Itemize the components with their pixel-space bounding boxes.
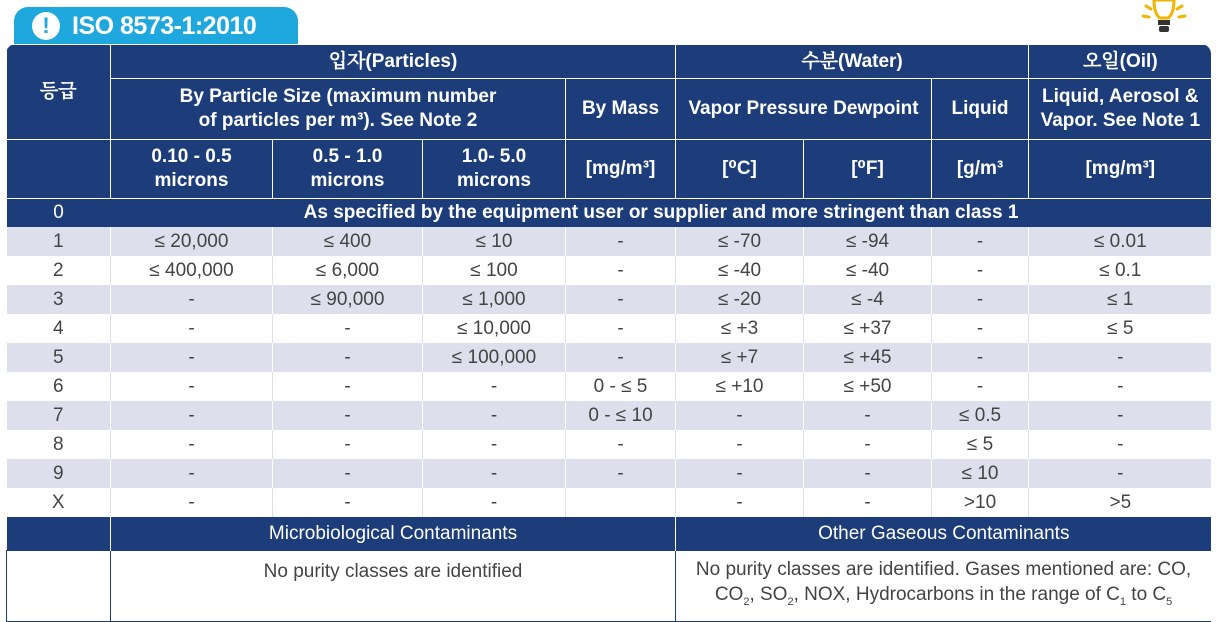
unit-mass-header: [mg/m³] <box>566 140 676 199</box>
mass-cell: - <box>566 430 676 459</box>
table-row <box>7 430 1212 459</box>
dewpoint-c-cell: - <box>676 401 804 430</box>
size-2-cell: - <box>273 401 423 430</box>
table-row <box>7 343 1212 372</box>
particle-size-header: By Particle Size (maximum number of particles per m³). See Note 2 <box>111 79 566 140</box>
iso-purity-table <box>6 44 1211 622</box>
gas-rest: , NOX, Hydrocarbons in the range of C <box>793 584 1120 606</box>
dewpoint-c-cell: ≤ -70 <box>676 227 804 256</box>
dewpoint-c-cell: ≤ +7 <box>676 343 804 372</box>
particles-group-header: 입자(Particles) <box>111 45 676 79</box>
size-3-cell: - <box>423 488 566 517</box>
water-group-header: 수분(Water) <box>676 45 1029 79</box>
size-3-cell: - <box>423 459 566 488</box>
liquid-cell: - <box>932 285 1029 314</box>
size-2-cell: ≤ 90,000 <box>273 285 423 314</box>
size-2-cell: - <box>273 459 423 488</box>
grade-header: 등급 <box>7 45 111 140</box>
liquid-cell: >10 <box>932 488 1029 517</box>
vapor-pressure-header: Vapor Pressure Dewpoint <box>676 79 932 140</box>
dewpoint-c-cell: ≤ +10 <box>676 372 804 401</box>
grade-cell: 2 <box>7 256 111 285</box>
oil-cell: ≤ 1 <box>1029 285 1211 314</box>
size-1-cell: - <box>111 459 273 488</box>
by-mass-header: By Mass <box>566 79 676 140</box>
mass-cell: 0 - ≤ 5 <box>566 372 676 401</box>
dewpoint-f-cell: - <box>804 430 932 459</box>
class-0-row <box>7 199 1212 228</box>
unit-oil-header: [mg/m³] <box>1029 140 1211 199</box>
size-2-cell: ≤ 400 <box>273 227 423 256</box>
dewpoint-f-cell: ≤ +50 <box>804 372 932 401</box>
table-row <box>7 488 1212 517</box>
oil-cell: ≤ 0.01 <box>1029 227 1211 256</box>
oil-cell: - <box>1029 430 1211 459</box>
oil-cell: - <box>1029 343 1211 372</box>
table-row <box>7 401 1212 430</box>
size-2-cell: ≤ 6,000 <box>273 256 423 285</box>
grade-cell: 8 <box>7 430 111 459</box>
gaseous-text-line-1: No purity classes are identified. Gases mentioned are: CO, <box>695 559 1192 581</box>
liquid-cell: - <box>932 256 1029 285</box>
unit-f-header: [⁰F] <box>804 140 932 199</box>
grade-header-blank <box>7 140 111 199</box>
dewpoint-f-cell: - <box>804 488 932 517</box>
section-blank <box>7 517 111 551</box>
mass-cell: - <box>566 343 676 372</box>
size-3-cell: ≤ 1,000 <box>423 285 566 314</box>
size-1-cell: - <box>111 314 273 343</box>
dewpoint-f-cell: ≤ -4 <box>804 285 932 314</box>
liquid-cell: - <box>932 314 1029 343</box>
size-3-cell: - <box>423 372 566 401</box>
dewpoint-f-cell: ≤ +45 <box>804 343 932 372</box>
table-row <box>7 372 1212 401</box>
microbiological-text: No purity classes are identified <box>111 551 676 622</box>
gas-so: , SO <box>749 584 788 606</box>
dewpoint-f-cell: ≤ -40 <box>804 256 932 285</box>
mass-cell: - <box>566 314 676 343</box>
dewpoint-c-cell: ≤ +3 <box>676 314 804 343</box>
grade-cell: 1 <box>7 227 111 256</box>
size-3-cell: ≤ 100,000 <box>423 343 566 372</box>
table-row <box>7 459 1212 488</box>
exclamation-icon: ! <box>32 12 60 40</box>
size-1-cell: - <box>111 372 273 401</box>
size-1-cell: ≤ 400,000 <box>111 256 273 285</box>
oil-group-header: 오일(Oil) <box>1029 45 1211 79</box>
size-2-header: 0.5 - 1.0 microns <box>273 140 423 199</box>
size-2-cell: - <box>273 343 423 372</box>
section-body-blank <box>7 551 111 622</box>
size-2-cell: - <box>273 314 423 343</box>
mass-cell: - <box>566 459 676 488</box>
gaseous-header: Other Gaseous Contaminants <box>676 517 1211 551</box>
oil-cell: - <box>1029 372 1211 401</box>
dewpoint-c-cell: - <box>676 430 804 459</box>
mass-cell: - <box>566 285 676 314</box>
oil-cell: ≤ 5 <box>1029 314 1211 343</box>
dewpoint-c-cell: - <box>676 488 804 517</box>
gas-co: CO <box>714 584 744 606</box>
size-3-cell: ≤ 100 <box>423 256 566 285</box>
document-title: ISO 8573-1:2010 <box>72 11 257 40</box>
size-1-cell: - <box>111 343 273 372</box>
class-0-grade: 0 <box>7 199 111 228</box>
table-row <box>7 256 1212 285</box>
class-0-text: As specified by the equipment user or supplier and more stringent than class 1 <box>111 199 1212 228</box>
section-body-row <box>7 551 1212 622</box>
oil-desc-header: Liquid, Aerosol & Vapor. See Note 1 <box>1029 79 1211 140</box>
mass-cell: - <box>566 256 676 285</box>
liquid-cell: - <box>932 343 1029 372</box>
size-1-cell: - <box>111 285 273 314</box>
oil-cell: - <box>1029 401 1211 430</box>
oil-cell: >5 <box>1029 488 1211 517</box>
grade-cell: 6 <box>7 372 111 401</box>
grade-cell: 7 <box>7 401 111 430</box>
unit-c-header: [⁰C] <box>676 140 804 199</box>
grade-cell: 3 <box>7 285 111 314</box>
document-title-tab <box>14 7 298 45</box>
dewpoint-f-cell: - <box>804 401 932 430</box>
size-3-cell: - <box>423 401 566 430</box>
table-row <box>7 227 1212 256</box>
size-2-cell: - <box>273 488 423 517</box>
size-1-header: 0.10 - 0.5 microns <box>111 140 273 199</box>
mass-cell: - <box>566 227 676 256</box>
dewpoint-f-cell: - <box>804 459 932 488</box>
unit-liquid-header: [g/m³ <box>932 140 1029 199</box>
section-header-row <box>7 517 1212 551</box>
oil-cell: ≤ 0.1 <box>1029 256 1211 285</box>
grade-cell: 9 <box>7 459 111 488</box>
size-1-cell: - <box>111 401 273 430</box>
gas-c5-sub: 5 <box>1166 595 1173 608</box>
dewpoint-f-cell: ≤ -94 <box>804 227 932 256</box>
lightbulb-icon <box>1139 0 1189 36</box>
liquid-cell: ≤ 0.5 <box>932 401 1029 430</box>
dewpoint-f-cell: ≤ +37 <box>804 314 932 343</box>
mass-cell <box>566 488 676 517</box>
size-2-cell: - <box>273 430 423 459</box>
size-2-cell: - <box>273 372 423 401</box>
oil-cell: - <box>1029 459 1211 488</box>
size-3-cell: ≤ 10 <box>423 227 566 256</box>
size-3-cell: ≤ 10,000 <box>423 314 566 343</box>
size-1-cell: - <box>111 430 273 459</box>
table-row <box>7 314 1212 343</box>
gas-c1-sub: 1 <box>1119 595 1127 608</box>
size-1-cell: ≤ 20,000 <box>111 227 273 256</box>
dewpoint-c-cell: ≤ -20 <box>676 285 804 314</box>
liquid-cell: - <box>932 372 1029 401</box>
table-row <box>7 285 1212 314</box>
size-3-header: 1.0- 5.0 microns <box>423 140 566 199</box>
gas-so-sub: 2 <box>787 595 794 608</box>
size-3-cell: - <box>423 430 566 459</box>
size-1-cell: - <box>111 488 273 517</box>
microbiological-header: Microbiological Contaminants <box>111 517 676 551</box>
grade-cell: 5 <box>7 343 111 372</box>
liquid-header: Liquid <box>932 79 1029 140</box>
gaseous-text <box>676 551 1211 622</box>
liquid-cell: ≤ 5 <box>932 430 1029 459</box>
liquid-cell: - <box>932 227 1029 256</box>
gas-co-sub: 2 <box>743 595 750 608</box>
dewpoint-c-cell: ≤ -40 <box>676 256 804 285</box>
grade-cell: 4 <box>7 314 111 343</box>
dewpoint-c-cell: - <box>676 459 804 488</box>
grade-cell: X <box>7 488 111 517</box>
liquid-cell: ≤ 10 <box>932 459 1029 488</box>
mass-cell: 0 - ≤ 10 <box>566 401 676 430</box>
gas-to: to C <box>1126 584 1167 606</box>
